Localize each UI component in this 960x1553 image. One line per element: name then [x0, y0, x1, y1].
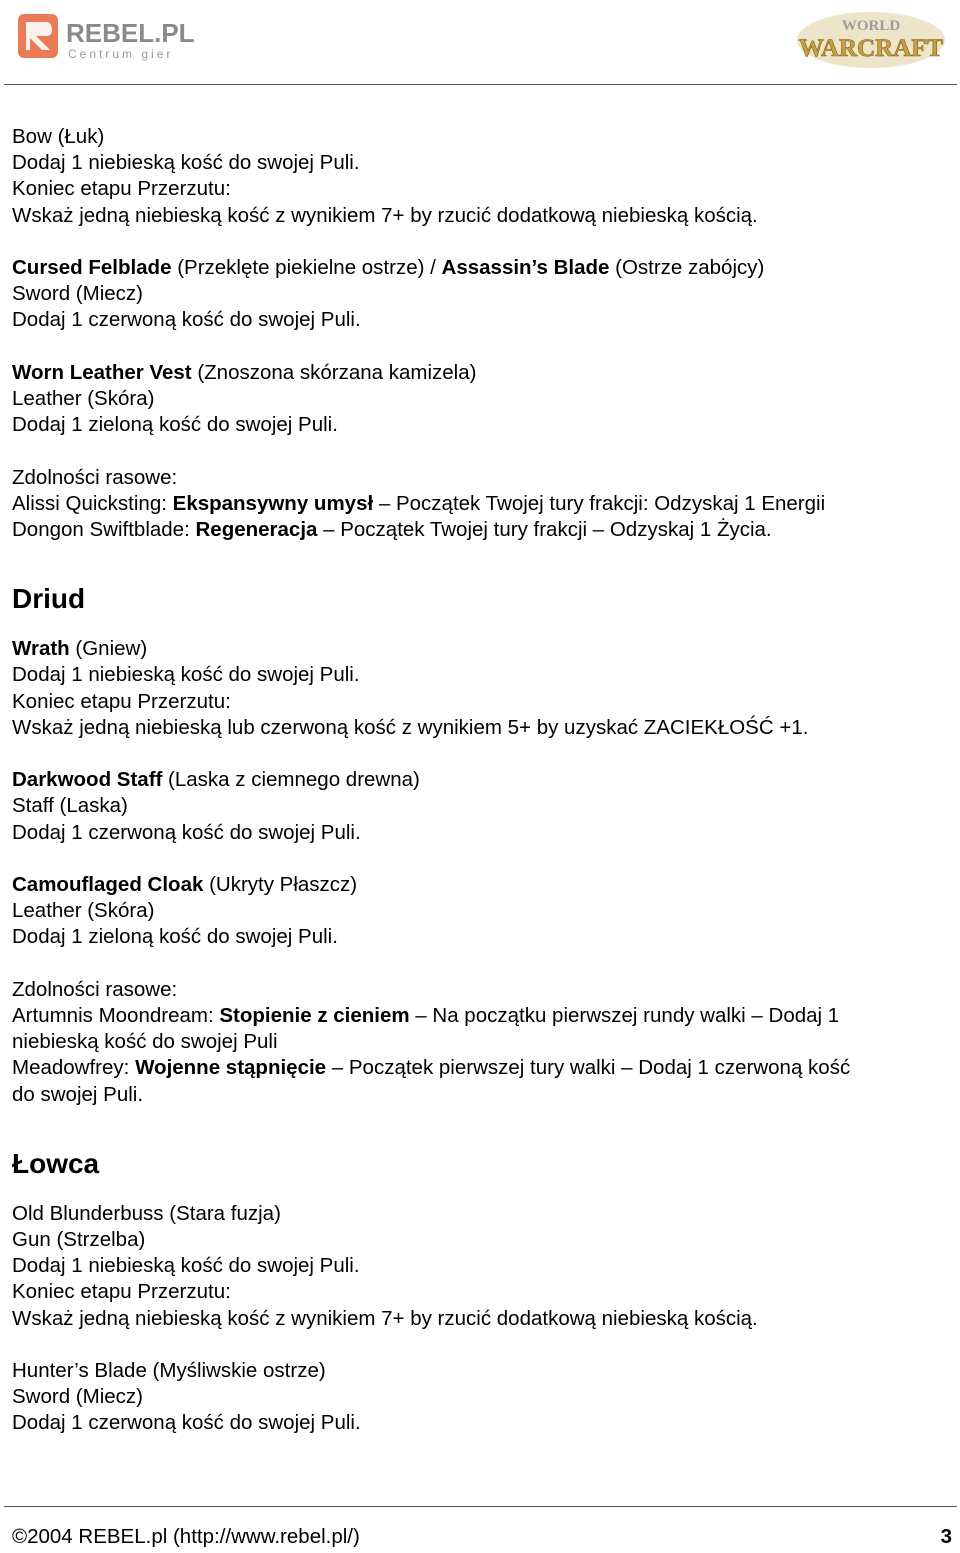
wow-logo-top-text: WORLD: [841, 18, 901, 34]
item-effect: Dodaj 1 zieloną kość do swojej Puli.: [12, 413, 338, 437]
item-title: [12, 636, 952, 662]
page-number: 3: [940, 1525, 952, 1548]
ability-effect: – Początek Twojej tury frakcji – Odzyskaj 1 Życia.: [317, 518, 772, 541]
rebel-logo-subtitle: Centrum gier: [68, 47, 174, 61]
rebel-logo-text: REBEL.PL: [66, 18, 195, 48]
world-of-warcraft-logo: [794, 6, 948, 72]
item-title: Hunter’s Blade (Myśliwskie ostrze): [12, 1359, 326, 1383]
ability-effect: – Początek pierwszej tury walki – Dodaj 1 czerwoną kość: [326, 1056, 851, 1080]
item-effect: Dodaj 1 czerwoną kość do swojej Puli.: [12, 308, 361, 332]
racial-ability: [12, 517, 952, 543]
section-heading-druid: Driud: [12, 583, 86, 615]
racial-ability: [12, 1003, 952, 1029]
ability-name: Regeneracja: [195, 518, 318, 541]
item-type: Sword (Miecz): [12, 282, 143, 306]
item-effect: Koniec etapu Przerzutu:: [12, 689, 231, 713]
item-effect: Dodaj 1 niebieską kość do swojej Puli.: [12, 151, 360, 175]
item-title: [12, 872, 952, 898]
item-effect: Wskaż jedną niebieską kość z wynikiem 7+ by rzucić dodatkową niebieską kością.: [12, 1306, 758, 1330]
item-translation: (Gniew): [69, 637, 148, 661]
ability-effect: – Na początku pierwszej rundy walki – Dodaj 1: [409, 1004, 840, 1027]
item-title: [12, 360, 952, 386]
ability-effect-continued: do swojej Puli.: [12, 1082, 144, 1106]
racial-ability: [12, 1055, 952, 1081]
ability-name: Stopienie z cieniem: [219, 1004, 410, 1027]
footer-divider: [4, 1506, 957, 1507]
item-name: Camouflaged Cloak: [12, 873, 204, 896]
item-title: [12, 767, 952, 793]
item-type: Gun (Strzelba): [12, 1228, 146, 1252]
item-name: Darkwood Staff: [12, 768, 163, 792]
item-type: Leather (Skóra): [12, 387, 155, 410]
item-effect: Koniec etapu Przerzutu:: [12, 1280, 231, 1304]
item-effect: Dodaj 1 czerwoną kość do swojej Puli.: [12, 1411, 361, 1435]
item-translation: (Laska z ciemnego drewna): [162, 768, 420, 792]
item-type: Sword (Miecz): [12, 1385, 143, 1409]
item-title: Bow (Łuk): [12, 125, 105, 148]
rebel-mark-icon: [18, 14, 58, 58]
item-effect: Dodaj 1 zieloną kość do swojej Puli.: [12, 925, 338, 949]
item-name: Worn Leather Vest: [12, 360, 192, 384]
racial-ability: [12, 491, 952, 517]
page-footer: [12, 1524, 952, 1550]
hero-name: Meadowfrey:: [12, 1056, 136, 1080]
hero-name: Alissi Quicksting:: [12, 491, 173, 515]
rebel-logo: [16, 8, 201, 64]
ability-name: Ekspansywny umysł: [172, 491, 374, 515]
header-divider: [4, 84, 957, 85]
item-effect: Koniec etapu Przerzutu:: [12, 177, 231, 201]
item-name: Cursed Felblade: [12, 256, 172, 279]
item-translation: (Znoszona skórzana kamizela): [191, 360, 477, 384]
item-translation: (Ostrze zabójcy): [609, 256, 765, 279]
item-translation: (Przeklęte piekielne ostrze) /: [171, 256, 442, 279]
item-title: Old Blunderbuss (Stara fuzja): [12, 1201, 281, 1225]
item-title: [12, 255, 952, 281]
item-name: Assassin’s Blade: [441, 256, 610, 279]
racial-title: Zdolności rasowe:: [12, 977, 178, 1001]
racial-title: Zdolności rasowe:: [12, 465, 178, 489]
ability-effect: – Początek Twojej tury frakcji: Odzyskaj 1 Energii: [373, 491, 826, 515]
hero-name: Dongon Swiftblade:: [12, 518, 196, 541]
item-effect: Wskaż jedną niebieską lub czerwoną kość z wynikiem 5+ by uzyskać ZACIEKŁOŚĆ +1.: [12, 715, 809, 739]
hero-name: Artumnis Moondream:: [12, 1004, 220, 1027]
item-translation: (Ukryty Płaszcz): [203, 873, 358, 896]
section-heading-hunter: Łowca: [12, 1147, 100, 1179]
item-effect: Dodaj 1 niebieską kość do swojej Puli.: [12, 1254, 360, 1278]
item-effect: Dodaj 1 niebieską kość do swojej Puli.: [12, 663, 360, 687]
item-effect: Dodaj 1 czerwoną kość do swojej Puli.: [12, 820, 361, 844]
item-name: Wrath: [12, 637, 70, 661]
document-body: [12, 124, 952, 1437]
item-type: Leather (Skóra): [12, 899, 155, 923]
wow-logo-bottom-text: WARCRAFT: [798, 35, 944, 62]
item-type: Staff (Laska): [12, 794, 128, 818]
ability-name: Wojenne stąpnięcie: [135, 1056, 327, 1080]
ability-effect-continued: niebieską kość do swojej Puli: [12, 1030, 278, 1054]
copyright-text: ©2004 REBEL.pl (http://www.rebel.pl/): [12, 1525, 360, 1548]
item-effect: Wskaż jedną niebieską kość z wynikiem 7+ by rzucić dodatkową niebieską kością.: [12, 203, 758, 227]
